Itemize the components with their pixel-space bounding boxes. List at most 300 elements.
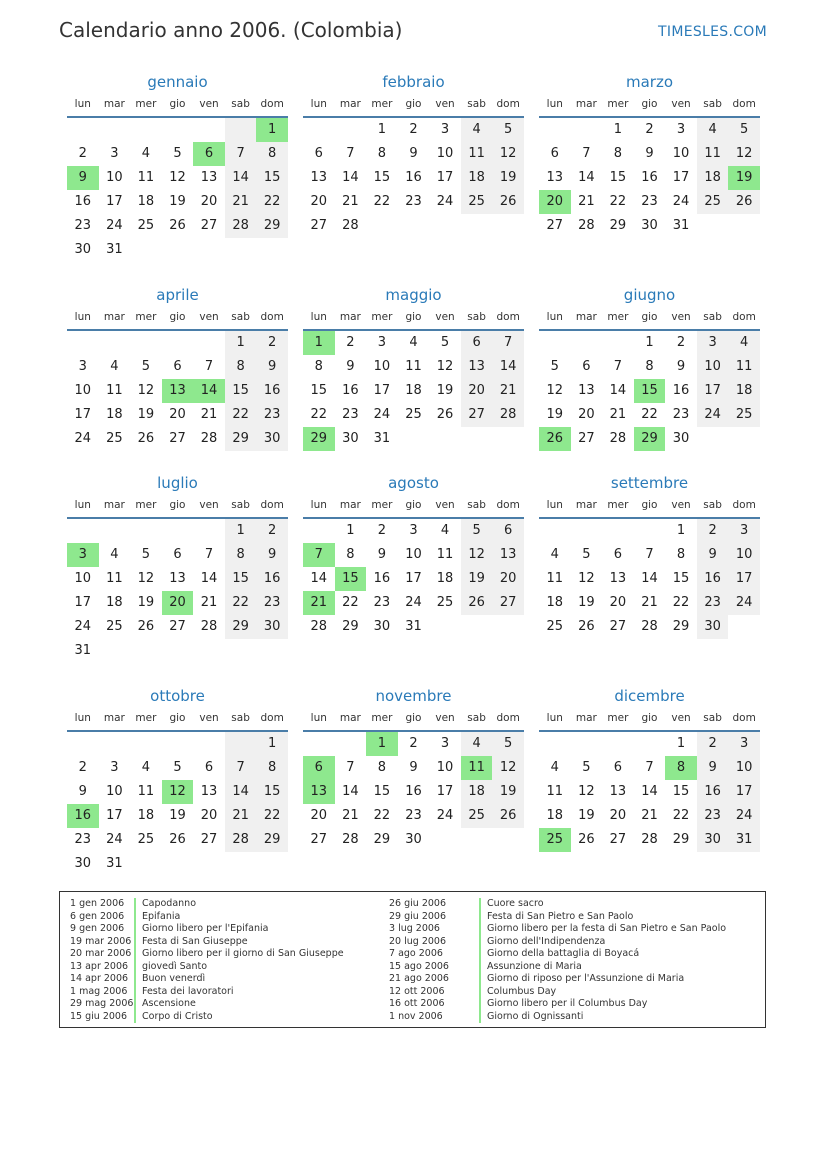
day-cell[interactable]: 26 (578, 619, 595, 634)
day-cell[interactable]: 16 (373, 571, 391, 586)
day-cell[interactable]: 2 (256, 519, 288, 543)
day-cell[interactable]: 6 (173, 359, 182, 374)
day-cell[interactable]: 23 (373, 595, 391, 610)
day-cell[interactable]: 6 (204, 760, 214, 775)
day-cell[interactable]: 21 (342, 194, 359, 209)
day-cell[interactable]: 23 (74, 218, 92, 233)
day-cell[interactable]: 29 (342, 619, 359, 634)
day-cell[interactable]: 30 (373, 619, 391, 634)
day-cell[interactable]: 1 (613, 122, 623, 137)
day-cell[interactable]: 24 (728, 804, 760, 828)
day-cell[interactable]: 22 (373, 194, 391, 209)
day-cell[interactable]: 23 (697, 591, 729, 615)
day-cell[interactable]: 25 (546, 619, 564, 634)
day-cell[interactable]: 17 (728, 567, 760, 591)
day-cell[interactable]: 30 (256, 615, 288, 639)
day-cell[interactable]: 9 (409, 760, 418, 775)
day-cell[interactable]: 31 (405, 619, 422, 634)
day-cell[interactable]: 3 (110, 760, 119, 775)
day-cell[interactable]: 28 (310, 619, 328, 634)
day-cell[interactable]: 19 (436, 383, 454, 398)
day-cell[interactable]: 7 (582, 146, 591, 161)
day-cell[interactable]: 20 (200, 194, 218, 209)
day-cell[interactable]: 25 (461, 190, 493, 214)
day-cell[interactable]: 26 (492, 804, 524, 828)
day-cell[interactable]: 23 (342, 407, 359, 422)
day-cell[interactable]: 2 (676, 335, 686, 350)
day-cell[interactable]: 5 (141, 359, 151, 374)
day-cell[interactable]: 25 (106, 431, 123, 446)
day-cell[interactable]: 23 (405, 194, 422, 209)
day-cell[interactable]: 28 (641, 619, 658, 634)
day-cell[interactable]: 17 (74, 407, 92, 422)
day-cell[interactable]: 16 (697, 780, 729, 804)
day-cell[interactable]: 26 (728, 190, 760, 214)
day-cell[interactable]: 15 (310, 383, 328, 398)
day-cell[interactable]: 5 (492, 732, 524, 756)
day-cell[interactable]: 16 (342, 383, 359, 398)
day-cell[interactable]: 17 (436, 784, 454, 799)
holiday-day-cell[interactable]: 20 (539, 190, 571, 214)
day-cell[interactable]: 15 (225, 567, 257, 591)
day-cell[interactable]: 16 (256, 567, 288, 591)
day-cell[interactable]: 6 (461, 331, 493, 355)
day-cell[interactable]: 22 (225, 591, 257, 615)
day-cell[interactable]: 15 (672, 571, 690, 586)
day-cell[interactable]: 25 (436, 595, 454, 610)
day-cell[interactable]: 25 (697, 190, 729, 214)
day-cell[interactable]: 14 (225, 780, 257, 804)
day-cell[interactable]: 14 (641, 784, 658, 799)
day-cell[interactable]: 27 (492, 591, 524, 615)
day-cell[interactable]: 25 (461, 804, 493, 828)
day-cell[interactable]: 7 (204, 359, 214, 374)
day-cell[interactable]: 12 (492, 142, 524, 166)
day-cell[interactable]: 31 (106, 242, 123, 257)
day-cell[interactable]: 13 (609, 784, 627, 799)
day-cell[interactable]: 13 (461, 355, 493, 379)
day-cell[interactable]: 5 (461, 519, 493, 543)
day-cell[interactable]: 12 (728, 142, 760, 166)
day-cell[interactable]: 24 (672, 194, 690, 209)
day-cell[interactable]: 21 (609, 407, 627, 422)
day-cell[interactable]: 31 (74, 643, 92, 658)
day-cell[interactable]: 26 (137, 619, 155, 634)
day-cell[interactable]: 30 (697, 615, 729, 639)
holiday-day-cell[interactable]: 7 (303, 543, 335, 567)
day-cell[interactable]: 8 (256, 142, 288, 166)
day-cell[interactable]: 26 (461, 591, 493, 615)
day-cell[interactable]: 12 (436, 359, 454, 374)
holiday-day-cell[interactable]: 9 (67, 166, 99, 190)
day-cell[interactable]: 21 (641, 595, 658, 610)
day-cell[interactable]: 4 (550, 547, 559, 562)
day-cell[interactable]: 14 (310, 571, 328, 586)
holiday-day-cell[interactable]: 29 (303, 427, 335, 451)
day-cell[interactable]: 13 (200, 784, 218, 799)
day-cell[interactable]: 20 (200, 808, 218, 823)
day-cell[interactable]: 7 (204, 547, 214, 562)
day-cell[interactable]: 17 (74, 595, 92, 610)
day-cell[interactable]: 28 (225, 828, 257, 852)
day-cell[interactable]: 19 (169, 808, 186, 823)
day-cell[interactable]: 5 (582, 547, 591, 562)
day-cell[interactable]: 5 (440, 335, 450, 350)
day-cell[interactable]: 4 (141, 760, 151, 775)
day-cell[interactable]: 2 (78, 760, 87, 775)
day-cell[interactable]: 15 (373, 784, 391, 799)
day-cell[interactable]: 11 (137, 170, 155, 185)
holiday-day-cell[interactable]: 26 (539, 427, 571, 451)
holiday-day-cell[interactable]: 14 (193, 379, 225, 403)
day-cell[interactable]: 21 (225, 190, 257, 214)
day-cell[interactable]: 2 (256, 331, 288, 355)
day-cell[interactable]: 9 (645, 146, 654, 161)
day-cell[interactable]: 7 (225, 756, 257, 780)
day-cell[interactable]: 5 (173, 146, 182, 161)
day-cell[interactable]: 5 (141, 547, 151, 562)
day-cell[interactable]: 7 (346, 146, 355, 161)
day-cell[interactable]: 27 (169, 619, 186, 634)
day-cell[interactable]: 8 (377, 146, 387, 161)
day-cell[interactable]: 23 (697, 804, 729, 828)
day-cell[interactable]: 4 (697, 118, 729, 142)
day-cell[interactable]: 9 (697, 543, 729, 567)
day-cell[interactable]: 10 (728, 756, 760, 780)
day-cell[interactable]: 2 (346, 335, 355, 350)
day-cell[interactable]: 24 (697, 403, 729, 427)
day-cell[interactable]: 4 (440, 523, 450, 538)
day-cell[interactable]: 20 (310, 194, 328, 209)
holiday-day-cell[interactable]: 3 (67, 543, 99, 567)
day-cell[interactable]: 18 (461, 166, 493, 190)
day-cell[interactable]: 20 (461, 379, 493, 403)
day-cell[interactable]: 29 (672, 619, 690, 634)
day-cell[interactable]: 22 (256, 804, 288, 828)
holiday-day-cell[interactable]: 21 (303, 591, 335, 615)
day-cell[interactable]: 4 (550, 760, 559, 775)
day-cell[interactable]: 30 (641, 218, 658, 233)
day-cell[interactable]: 13 (310, 170, 328, 185)
day-cell[interactable]: 9 (256, 543, 288, 567)
day-cell[interactable]: 4 (461, 118, 493, 142)
day-cell[interactable]: 31 (672, 218, 690, 233)
day-cell[interactable]: 7 (613, 359, 623, 374)
day-cell[interactable]: 5 (492, 118, 524, 142)
day-cell[interactable]: 8 (225, 355, 257, 379)
day-cell[interactable]: 4 (728, 331, 760, 355)
day-cell[interactable]: 27 (200, 218, 218, 233)
day-cell[interactable]: 21 (641, 808, 658, 823)
day-cell[interactable]: 24 (373, 407, 391, 422)
day-cell[interactable]: 9 (256, 355, 288, 379)
day-cell[interactable]: 8 (346, 547, 355, 562)
day-cell[interactable]: 23 (256, 591, 288, 615)
day-cell[interactable]: 12 (578, 571, 595, 586)
day-cell[interactable]: 3 (440, 736, 450, 751)
day-cell[interactable]: 3 (78, 359, 87, 374)
day-cell[interactable]: 8 (377, 760, 387, 775)
day-cell[interactable]: 28 (492, 403, 524, 427)
day-cell[interactable]: 31 (728, 828, 760, 852)
day-cell[interactable]: 3 (728, 519, 760, 543)
day-cell[interactable]: 27 (546, 218, 564, 233)
day-cell[interactable]: 12 (461, 543, 493, 567)
holiday-day-cell[interactable]: 1 (256, 118, 288, 142)
day-cell[interactable]: 21 (200, 407, 218, 422)
day-cell[interactable]: 23 (74, 832, 92, 847)
day-cell[interactable]: 24 (106, 832, 123, 847)
day-cell[interactable]: 29 (256, 214, 288, 238)
day-cell[interactable]: 19 (578, 808, 595, 823)
day-cell[interactable]: 15 (256, 780, 288, 804)
holiday-day-cell[interactable]: 13 (162, 379, 194, 403)
day-cell[interactable]: 22 (672, 808, 690, 823)
day-cell[interactable]: 14 (641, 571, 658, 586)
day-cell[interactable]: 11 (405, 359, 422, 374)
day-cell[interactable]: 26 (578, 832, 595, 847)
day-cell[interactable]: 17 (436, 170, 454, 185)
day-cell[interactable]: 27 (609, 619, 627, 634)
day-cell[interactable]: 25 (137, 218, 155, 233)
day-cell[interactable]: 2 (697, 519, 729, 543)
day-cell[interactable]: 10 (106, 784, 123, 799)
day-cell[interactable]: 14 (492, 355, 524, 379)
day-cell[interactable]: 8 (676, 547, 686, 562)
day-cell[interactable]: 20 (609, 808, 627, 823)
holiday-day-cell[interactable]: 20 (162, 591, 194, 615)
day-cell[interactable]: 30 (74, 242, 92, 257)
day-cell[interactable]: 6 (550, 146, 559, 161)
day-cell[interactable]: 20 (609, 595, 627, 610)
day-cell[interactable]: 9 (676, 359, 686, 374)
day-cell[interactable]: 18 (461, 780, 493, 804)
day-cell[interactable]: 27 (310, 218, 328, 233)
day-cell[interactable]: 1 (676, 736, 686, 751)
day-cell[interactable]: 23 (641, 194, 658, 209)
day-cell[interactable]: 1 (225, 331, 257, 355)
day-cell[interactable]: 19 (492, 166, 524, 190)
holiday-day-cell[interactable]: 1 (303, 331, 335, 355)
holiday-day-cell[interactable]: 11 (461, 756, 493, 780)
day-cell[interactable]: 20 (169, 407, 186, 422)
day-cell[interactable]: 25 (106, 619, 123, 634)
day-cell[interactable]: 16 (697, 567, 729, 591)
day-cell[interactable]: 15 (672, 784, 690, 799)
day-cell[interactable]: 12 (546, 383, 564, 398)
day-cell[interactable]: 27 (310, 832, 328, 847)
day-cell[interactable]: 1 (377, 122, 387, 137)
day-cell[interactable]: 9 (377, 547, 387, 562)
day-cell[interactable]: 27 (461, 403, 493, 427)
day-cell[interactable]: 23 (256, 403, 288, 427)
day-cell[interactable]: 6 (582, 359, 591, 374)
day-cell[interactable]: 15 (225, 379, 257, 403)
day-cell[interactable]: 24 (436, 194, 454, 209)
holiday-day-cell[interactable]: 15 (335, 567, 367, 591)
day-cell[interactable]: 22 (641, 407, 658, 422)
day-cell[interactable]: 1 (225, 519, 257, 543)
day-cell[interactable]: 3 (377, 335, 387, 350)
day-cell[interactable]: 27 (609, 832, 627, 847)
day-cell[interactable]: 27 (169, 431, 186, 446)
day-cell[interactable]: 24 (436, 808, 454, 823)
day-cell[interactable]: 22 (256, 190, 288, 214)
day-cell[interactable]: 28 (641, 832, 658, 847)
day-cell[interactable]: 22 (225, 403, 257, 427)
day-cell[interactable]: 10 (74, 571, 92, 586)
day-cell[interactable]: 19 (492, 780, 524, 804)
day-cell[interactable]: 12 (578, 784, 595, 799)
day-cell[interactable]: 1 (645, 335, 654, 350)
holiday-day-cell[interactable]: 6 (303, 756, 335, 780)
day-cell[interactable]: 30 (405, 832, 422, 847)
day-cell[interactable]: 10 (436, 760, 454, 775)
day-cell[interactable]: 17 (405, 571, 422, 586)
day-cell[interactable]: 19 (461, 567, 493, 591)
day-cell[interactable]: 17 (106, 194, 123, 209)
day-cell[interactable]: 26 (436, 407, 454, 422)
day-cell[interactable]: 9 (78, 784, 87, 799)
day-cell[interactable]: 8 (256, 756, 288, 780)
day-cell[interactable]: 4 (409, 335, 418, 350)
day-cell[interactable]: 10 (373, 359, 391, 374)
day-cell[interactable]: 13 (200, 170, 218, 185)
day-cell[interactable]: 2 (409, 122, 418, 137)
day-cell[interactable]: 28 (225, 214, 257, 238)
day-cell[interactable]: 30 (697, 828, 729, 852)
day-cell[interactable]: 13 (169, 571, 186, 586)
day-cell[interactable]: 21 (342, 808, 359, 823)
day-cell[interactable]: 30 (342, 431, 359, 446)
day-cell[interactable]: 12 (492, 756, 524, 780)
day-cell[interactable]: 4 (110, 359, 119, 374)
holiday-day-cell[interactable]: 8 (665, 756, 697, 780)
day-cell[interactable]: 10 (74, 383, 92, 398)
day-cell[interactable]: 28 (342, 832, 359, 847)
day-cell[interactable]: 27 (578, 431, 595, 446)
day-cell[interactable]: 31 (106, 856, 123, 871)
holiday-day-cell[interactable]: 19 (728, 166, 760, 190)
day-cell[interactable]: 5 (582, 760, 591, 775)
day-cell[interactable]: 14 (200, 571, 218, 586)
day-cell[interactable]: 20 (310, 808, 328, 823)
day-cell[interactable]: 16 (641, 170, 658, 185)
day-cell[interactable]: 18 (106, 595, 123, 610)
day-cell[interactable]: 18 (546, 595, 564, 610)
day-cell[interactable]: 7 (225, 142, 257, 166)
day-cell[interactable]: 14 (609, 383, 627, 398)
day-cell[interactable]: 28 (200, 431, 218, 446)
day-cell[interactable]: 5 (728, 118, 760, 142)
day-cell[interactable]: 31 (373, 431, 391, 446)
day-cell[interactable]: 24 (728, 591, 760, 615)
day-cell[interactable]: 20 (578, 407, 595, 422)
day-cell[interactable]: 29 (256, 828, 288, 852)
day-cell[interactable]: 25 (728, 403, 760, 427)
day-cell[interactable]: 22 (609, 194, 627, 209)
day-cell[interactable]: 6 (314, 146, 323, 161)
day-cell[interactable]: 9 (409, 146, 418, 161)
day-cell[interactable]: 21 (492, 379, 524, 403)
day-cell[interactable]: 28 (200, 619, 218, 634)
day-cell[interactable]: 8 (225, 543, 257, 567)
day-cell[interactable]: 30 (672, 431, 690, 446)
day-cell[interactable]: 11 (546, 571, 564, 586)
day-cell[interactable]: 4 (141, 146, 151, 161)
day-cell[interactable]: 3 (409, 523, 418, 538)
day-cell[interactable]: 29 (373, 832, 391, 847)
day-cell[interactable]: 26 (169, 218, 186, 233)
day-cell[interactable]: 29 (225, 615, 257, 639)
day-cell[interactable]: 6 (173, 547, 182, 562)
day-cell[interactable]: 27 (200, 832, 218, 847)
day-cell[interactable]: 28 (578, 218, 595, 233)
day-cell[interactable]: 11 (106, 571, 123, 586)
day-cell[interactable]: 3 (676, 122, 686, 137)
day-cell[interactable]: 6 (492, 519, 524, 543)
day-cell[interactable]: 11 (436, 547, 454, 562)
day-cell[interactable]: 19 (546, 407, 564, 422)
day-cell[interactable]: 18 (137, 808, 155, 823)
day-cell[interactable]: 21 (200, 595, 218, 610)
day-cell[interactable]: 13 (546, 170, 564, 185)
day-cell[interactable]: 19 (137, 407, 155, 422)
day-cell[interactable]: 2 (697, 732, 729, 756)
day-cell[interactable]: 17 (672, 170, 690, 185)
day-cell[interactable]: 18 (546, 808, 564, 823)
day-cell[interactable]: 9 (697, 756, 729, 780)
day-cell[interactable]: 10 (728, 543, 760, 567)
day-cell[interactable]: 21 (578, 194, 595, 209)
day-cell[interactable]: 6 (613, 760, 623, 775)
day-cell[interactable]: 25 (137, 832, 155, 847)
day-cell[interactable]: 11 (137, 784, 155, 799)
day-cell[interactable]: 8 (645, 359, 654, 374)
holiday-day-cell[interactable]: 16 (67, 804, 99, 828)
day-cell[interactable]: 25 (405, 407, 422, 422)
day-cell[interactable]: 7 (346, 760, 355, 775)
holiday-day-cell[interactable]: 25 (539, 828, 571, 852)
day-cell[interactable]: 19 (137, 595, 155, 610)
day-cell[interactable]: 18 (728, 379, 760, 403)
day-cell[interactable]: 24 (405, 595, 422, 610)
day-cell[interactable]: 11 (546, 784, 564, 799)
day-cell[interactable]: 10 (697, 355, 729, 379)
day-cell[interactable]: 18 (405, 383, 422, 398)
holiday-day-cell[interactable]: 1 (366, 732, 398, 756)
day-cell[interactable]: 3 (697, 331, 729, 355)
day-cell[interactable]: 23 (405, 808, 422, 823)
day-cell[interactable]: 2 (78, 146, 87, 161)
day-cell[interactable]: 3 (440, 122, 450, 137)
holiday-day-cell[interactable]: 6 (193, 142, 225, 166)
day-cell[interactable]: 14 (342, 784, 359, 799)
day-cell[interactable]: 3 (728, 732, 760, 756)
day-cell[interactable]: 16 (672, 383, 690, 398)
day-cell[interactable]: 18 (137, 194, 155, 209)
day-cell[interactable]: 1 (346, 523, 355, 538)
day-cell[interactable]: 14 (225, 166, 257, 190)
day-cell[interactable]: 26 (169, 832, 186, 847)
day-cell[interactable]: 28 (342, 218, 359, 233)
day-cell[interactable]: 15 (373, 170, 391, 185)
day-cell[interactable]: 7 (645, 547, 654, 562)
day-cell[interactable]: 26 (492, 190, 524, 214)
day-cell[interactable]: 29 (672, 832, 690, 847)
day-cell[interactable]: 30 (256, 427, 288, 451)
day-cell[interactable]: 7 (645, 760, 654, 775)
